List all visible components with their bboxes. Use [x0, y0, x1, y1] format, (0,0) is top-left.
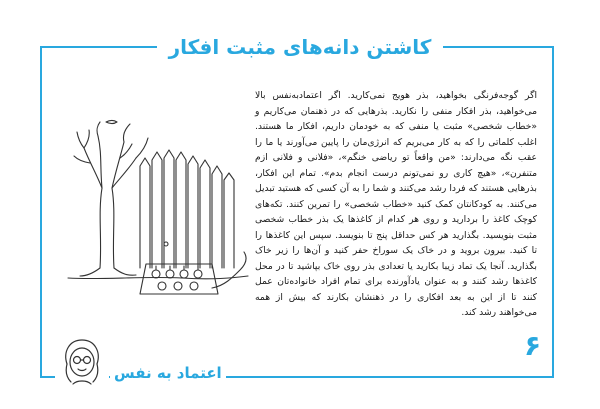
girl-avatar-icon: [55, 334, 109, 388]
footer-label: اعتماد به نفس: [110, 363, 226, 383]
page-title: کاشتن دانه‌های مثبت افکار: [157, 35, 444, 59]
page-number: ۶: [524, 329, 542, 362]
body-paragraph: اگر گوجه‌فرنگی بخواهید، بذر هویج نمی‌کارید. اگر اعتمادبه‌نفس بالا می‌خواهید، بذر افکار منفی را نکارید. بذرهایی که در ذهنمان می‌کاریم و «خطاب شخصی» مثبت یا منفی که به خودمان داریم، افکار ما هستند. اغلب کلماتی را که به کار می‌بریم که انرژی‌مان را پایین می‌آورند یا ما را عقب نگه می‌دارند: «من واقعاً تو ریاضی خنگم»، «فلانی و فلانی ازم متنفرن»، «هیچ کاری رو نمی‌تونم درست انجام بدم». تمام این افکار، بذرهایی هستند که فردا رشد می‌کنند و شما را به آن کسی که هستید تبدیل می‌کنند. به کودکانتان کمک کنید «خطاب شخصی» را تمرین کنند. تکه‌های کوچک کاغذ را بردارید و روی هر کدام از کاغذها یک بذر خطاب شخصی مثبت بنویسید. بگذارید هر کس حداقل پنج تا بنویسد. سپس این کاغذها را تا کنید. بیرون بروید و در خاک یک سوراخ حفر کنید و آن‌ها را زیر خاک بگذارید. آنجا یک تماد زیبا بکارید یا تعدادی بذر روی خاک بپاشید تا در محل کاغذها رشد کنند و به عنوان یادآورنده برای تمام افراد خانواده‌تان عمل کنند تا از این به بعد افکاری را در ذهنشان بکارند که بیش از همه می‌خواهند رشد کند.: [255, 90, 537, 318]
title-container: [0, 35, 600, 59]
garden-illustration: [62, 118, 252, 308]
